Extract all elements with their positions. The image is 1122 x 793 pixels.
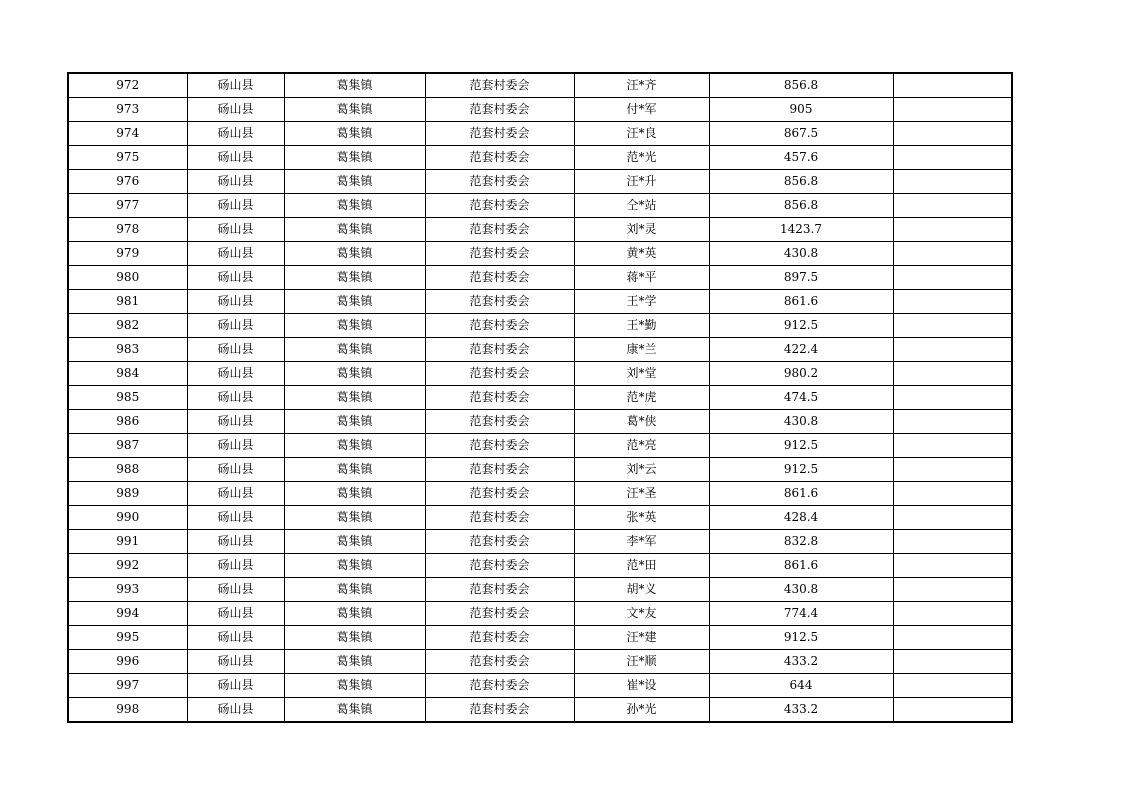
table-row bbox=[68, 482, 1012, 506]
town-cell: 葛集镇 bbox=[284, 650, 425, 674]
county-cell: 砀山县 bbox=[187, 242, 284, 266]
amount-cell: 457.6 bbox=[709, 146, 893, 170]
county-cell: 砀山县 bbox=[187, 290, 284, 314]
village-committee-cell: 范套村委会 bbox=[425, 362, 574, 386]
county-cell: 砀山县 bbox=[187, 362, 284, 386]
note-cell bbox=[893, 170, 1012, 194]
row-number-cell: 987 bbox=[68, 434, 187, 458]
name-cell: 汪*良 bbox=[574, 122, 709, 146]
row-number-cell: 995 bbox=[68, 626, 187, 650]
table-row bbox=[68, 98, 1012, 122]
name-cell: 蒋*平 bbox=[574, 266, 709, 290]
village-committee-cell: 范套村委会 bbox=[425, 122, 574, 146]
village-committee-cell: 范套村委会 bbox=[425, 554, 574, 578]
name-cell: 汪*齐 bbox=[574, 73, 709, 98]
table-row bbox=[68, 530, 1012, 554]
town-cell: 葛集镇 bbox=[284, 362, 425, 386]
village-committee-cell: 范套村委会 bbox=[425, 314, 574, 338]
town-cell: 葛集镇 bbox=[284, 146, 425, 170]
town-cell: 葛集镇 bbox=[284, 98, 425, 122]
amount-cell: 856.8 bbox=[709, 194, 893, 218]
county-cell: 砀山县 bbox=[187, 506, 284, 530]
county-cell: 砀山县 bbox=[187, 170, 284, 194]
amount-cell: 474.5 bbox=[709, 386, 893, 410]
village-committee-cell: 范套村委会 bbox=[425, 290, 574, 314]
note-cell bbox=[893, 266, 1012, 290]
town-cell: 葛集镇 bbox=[284, 698, 425, 723]
village-committee-cell: 范套村委会 bbox=[425, 98, 574, 122]
county-cell: 砀山县 bbox=[187, 194, 284, 218]
row-number-cell: 986 bbox=[68, 410, 187, 434]
table-row bbox=[68, 506, 1012, 530]
town-cell: 葛集镇 bbox=[284, 122, 425, 146]
note-cell bbox=[893, 482, 1012, 506]
name-cell: 黄*英 bbox=[574, 242, 709, 266]
county-cell: 砀山县 bbox=[187, 218, 284, 242]
note-cell bbox=[893, 98, 1012, 122]
note-cell bbox=[893, 314, 1012, 338]
table-row bbox=[68, 194, 1012, 218]
table-row bbox=[68, 218, 1012, 242]
amount-cell: 433.2 bbox=[709, 698, 893, 723]
row-number-cell: 994 bbox=[68, 602, 187, 626]
row-number-cell: 973 bbox=[68, 98, 187, 122]
town-cell: 葛集镇 bbox=[284, 578, 425, 602]
amount-cell: 832.8 bbox=[709, 530, 893, 554]
note-cell bbox=[893, 242, 1012, 266]
table-row bbox=[68, 170, 1012, 194]
name-cell: 胡*义 bbox=[574, 578, 709, 602]
village-committee-cell: 范套村委会 bbox=[425, 266, 574, 290]
row-number-cell: 990 bbox=[68, 506, 187, 530]
row-number-cell: 996 bbox=[68, 650, 187, 674]
town-cell: 葛集镇 bbox=[284, 458, 425, 482]
note-cell bbox=[893, 122, 1012, 146]
data-table bbox=[67, 72, 1013, 723]
amount-cell: 980.2 bbox=[709, 362, 893, 386]
amount-cell: 867.5 bbox=[709, 122, 893, 146]
town-cell: 葛集镇 bbox=[284, 482, 425, 506]
village-committee-cell: 范套村委会 bbox=[425, 242, 574, 266]
town-cell: 葛集镇 bbox=[284, 530, 425, 554]
note-cell bbox=[893, 73, 1012, 98]
amount-cell: 912.5 bbox=[709, 626, 893, 650]
county-cell: 砀山县 bbox=[187, 266, 284, 290]
row-number-cell: 983 bbox=[68, 338, 187, 362]
name-cell: 范*田 bbox=[574, 554, 709, 578]
town-cell: 葛集镇 bbox=[284, 314, 425, 338]
name-cell: 仝*站 bbox=[574, 194, 709, 218]
village-committee-cell: 范套村委会 bbox=[425, 674, 574, 698]
table-row bbox=[68, 458, 1012, 482]
village-committee-cell: 范套村委会 bbox=[425, 146, 574, 170]
table-row bbox=[68, 362, 1012, 386]
row-number-cell: 982 bbox=[68, 314, 187, 338]
table-row bbox=[68, 266, 1012, 290]
table-row bbox=[68, 602, 1012, 626]
county-cell: 砀山县 bbox=[187, 146, 284, 170]
county-cell: 砀山县 bbox=[187, 650, 284, 674]
name-cell: 汪*圣 bbox=[574, 482, 709, 506]
town-cell: 葛集镇 bbox=[284, 194, 425, 218]
town-cell: 葛集镇 bbox=[284, 242, 425, 266]
row-number-cell: 985 bbox=[68, 386, 187, 410]
note-cell bbox=[893, 650, 1012, 674]
village-committee-cell: 范套村委会 bbox=[425, 434, 574, 458]
county-cell: 砀山县 bbox=[187, 554, 284, 578]
note-cell bbox=[893, 530, 1012, 554]
amount-cell: 430.8 bbox=[709, 578, 893, 602]
county-cell: 砀山县 bbox=[187, 98, 284, 122]
row-number-cell: 993 bbox=[68, 578, 187, 602]
name-cell: 张*英 bbox=[574, 506, 709, 530]
county-cell: 砀山县 bbox=[187, 674, 284, 698]
row-number-cell: 998 bbox=[68, 698, 187, 723]
name-cell: 汪*建 bbox=[574, 626, 709, 650]
town-cell: 葛集镇 bbox=[284, 674, 425, 698]
row-number-cell: 976 bbox=[68, 170, 187, 194]
note-cell bbox=[893, 338, 1012, 362]
table-row bbox=[68, 650, 1012, 674]
town-cell: 葛集镇 bbox=[284, 266, 425, 290]
town-cell: 葛集镇 bbox=[284, 73, 425, 98]
amount-cell: 861.6 bbox=[709, 482, 893, 506]
county-cell: 砀山县 bbox=[187, 626, 284, 650]
town-cell: 葛集镇 bbox=[284, 338, 425, 362]
note-cell bbox=[893, 674, 1012, 698]
table-row bbox=[68, 338, 1012, 362]
note-cell bbox=[893, 434, 1012, 458]
name-cell: 文*友 bbox=[574, 602, 709, 626]
table-row bbox=[68, 578, 1012, 602]
name-cell: 葛*侠 bbox=[574, 410, 709, 434]
note-cell bbox=[893, 554, 1012, 578]
amount-cell: 428.4 bbox=[709, 506, 893, 530]
amount-cell: 422.4 bbox=[709, 338, 893, 362]
note-cell bbox=[893, 602, 1012, 626]
town-cell: 葛集镇 bbox=[284, 218, 425, 242]
town-cell: 葛集镇 bbox=[284, 602, 425, 626]
village-committee-cell: 范套村委会 bbox=[425, 530, 574, 554]
table-row bbox=[68, 122, 1012, 146]
table-row bbox=[68, 554, 1012, 578]
note-cell bbox=[893, 362, 1012, 386]
row-number-cell: 974 bbox=[68, 122, 187, 146]
note-cell bbox=[893, 290, 1012, 314]
name-cell: 范*亮 bbox=[574, 434, 709, 458]
note-cell bbox=[893, 146, 1012, 170]
name-cell: 刘*灵 bbox=[574, 218, 709, 242]
note-cell bbox=[893, 698, 1012, 723]
amount-cell: 912.5 bbox=[709, 314, 893, 338]
village-committee-cell: 范套村委会 bbox=[425, 410, 574, 434]
amount-cell: 1423.7 bbox=[709, 218, 893, 242]
village-committee-cell: 范套村委会 bbox=[425, 626, 574, 650]
town-cell: 葛集镇 bbox=[284, 554, 425, 578]
row-number-cell: 978 bbox=[68, 218, 187, 242]
name-cell: 王*学 bbox=[574, 290, 709, 314]
row-number-cell: 988 bbox=[68, 458, 187, 482]
name-cell: 王*勤 bbox=[574, 314, 709, 338]
note-cell bbox=[893, 506, 1012, 530]
note-cell bbox=[893, 218, 1012, 242]
table-row bbox=[68, 73, 1012, 98]
table-row bbox=[68, 290, 1012, 314]
name-cell: 李*军 bbox=[574, 530, 709, 554]
village-committee-cell: 范套村委会 bbox=[425, 602, 574, 626]
county-cell: 砀山县 bbox=[187, 530, 284, 554]
amount-cell: 856.8 bbox=[709, 170, 893, 194]
amount-cell: 856.8 bbox=[709, 73, 893, 98]
table-row bbox=[68, 386, 1012, 410]
village-committee-cell: 范套村委会 bbox=[425, 386, 574, 410]
name-cell: 范*虎 bbox=[574, 386, 709, 410]
row-number-cell: 989 bbox=[68, 482, 187, 506]
amount-cell: 912.5 bbox=[709, 434, 893, 458]
name-cell: 汪*升 bbox=[574, 170, 709, 194]
table-row bbox=[68, 410, 1012, 434]
amount-cell: 912.5 bbox=[709, 458, 893, 482]
row-number-cell: 992 bbox=[68, 554, 187, 578]
note-cell bbox=[893, 386, 1012, 410]
note-cell bbox=[893, 626, 1012, 650]
town-cell: 葛集镇 bbox=[284, 626, 425, 650]
amount-cell: 644 bbox=[709, 674, 893, 698]
name-cell: 汪*顺 bbox=[574, 650, 709, 674]
row-number-cell: 980 bbox=[68, 266, 187, 290]
amount-cell: 774.4 bbox=[709, 602, 893, 626]
town-cell: 葛集镇 bbox=[284, 386, 425, 410]
village-committee-cell: 范套村委会 bbox=[425, 338, 574, 362]
row-number-cell: 977 bbox=[68, 194, 187, 218]
note-cell bbox=[893, 458, 1012, 482]
table-row bbox=[68, 242, 1012, 266]
village-committee-cell: 范套村委会 bbox=[425, 194, 574, 218]
row-number-cell: 981 bbox=[68, 290, 187, 314]
amount-cell: 905 bbox=[709, 98, 893, 122]
table-row bbox=[68, 434, 1012, 458]
county-cell: 砀山县 bbox=[187, 410, 284, 434]
table-row bbox=[68, 626, 1012, 650]
county-cell: 砀山县 bbox=[187, 458, 284, 482]
note-cell bbox=[893, 194, 1012, 218]
row-number-cell: 991 bbox=[68, 530, 187, 554]
amount-cell: 861.6 bbox=[709, 290, 893, 314]
amount-cell: 430.8 bbox=[709, 242, 893, 266]
table-row bbox=[68, 146, 1012, 170]
county-cell: 砀山县 bbox=[187, 338, 284, 362]
row-number-cell: 979 bbox=[68, 242, 187, 266]
county-cell: 砀山县 bbox=[187, 578, 284, 602]
town-cell: 葛集镇 bbox=[284, 290, 425, 314]
amount-cell: 861.6 bbox=[709, 554, 893, 578]
village-committee-cell: 范套村委会 bbox=[425, 458, 574, 482]
amount-cell: 897.5 bbox=[709, 266, 893, 290]
town-cell: 葛集镇 bbox=[284, 410, 425, 434]
row-number-cell: 997 bbox=[68, 674, 187, 698]
note-cell bbox=[893, 410, 1012, 434]
name-cell: 付*军 bbox=[574, 98, 709, 122]
county-cell: 砀山县 bbox=[187, 386, 284, 410]
table-row bbox=[68, 698, 1012, 723]
village-committee-cell: 范套村委会 bbox=[425, 578, 574, 602]
name-cell: 康*兰 bbox=[574, 338, 709, 362]
county-cell: 砀山县 bbox=[187, 602, 284, 626]
town-cell: 葛集镇 bbox=[284, 434, 425, 458]
village-committee-cell: 范套村委会 bbox=[425, 506, 574, 530]
village-committee-cell: 范套村委会 bbox=[425, 698, 574, 723]
county-cell: 砀山县 bbox=[187, 482, 284, 506]
village-committee-cell: 范套村委会 bbox=[425, 170, 574, 194]
amount-cell: 430.8 bbox=[709, 410, 893, 434]
row-number-cell: 984 bbox=[68, 362, 187, 386]
county-cell: 砀山县 bbox=[187, 698, 284, 723]
note-cell bbox=[893, 578, 1012, 602]
table-row bbox=[68, 674, 1012, 698]
county-cell: 砀山县 bbox=[187, 122, 284, 146]
village-committee-cell: 范套村委会 bbox=[425, 482, 574, 506]
county-cell: 砀山县 bbox=[187, 314, 284, 338]
county-cell: 砀山县 bbox=[187, 73, 284, 98]
village-committee-cell: 范套村委会 bbox=[425, 73, 574, 98]
name-cell: 刘*云 bbox=[574, 458, 709, 482]
village-committee-cell: 范套村委会 bbox=[425, 650, 574, 674]
name-cell: 刘*堂 bbox=[574, 362, 709, 386]
name-cell: 范*光 bbox=[574, 146, 709, 170]
name-cell: 孙*光 bbox=[574, 698, 709, 723]
county-cell: 砀山县 bbox=[187, 434, 284, 458]
table-row bbox=[68, 314, 1012, 338]
name-cell: 崔*设 bbox=[574, 674, 709, 698]
row-number-cell: 972 bbox=[68, 73, 187, 98]
table-body bbox=[68, 73, 1012, 722]
town-cell: 葛集镇 bbox=[284, 170, 425, 194]
row-number-cell: 975 bbox=[68, 146, 187, 170]
village-committee-cell: 范套村委会 bbox=[425, 218, 574, 242]
amount-cell: 433.2 bbox=[709, 650, 893, 674]
town-cell: 葛集镇 bbox=[284, 506, 425, 530]
